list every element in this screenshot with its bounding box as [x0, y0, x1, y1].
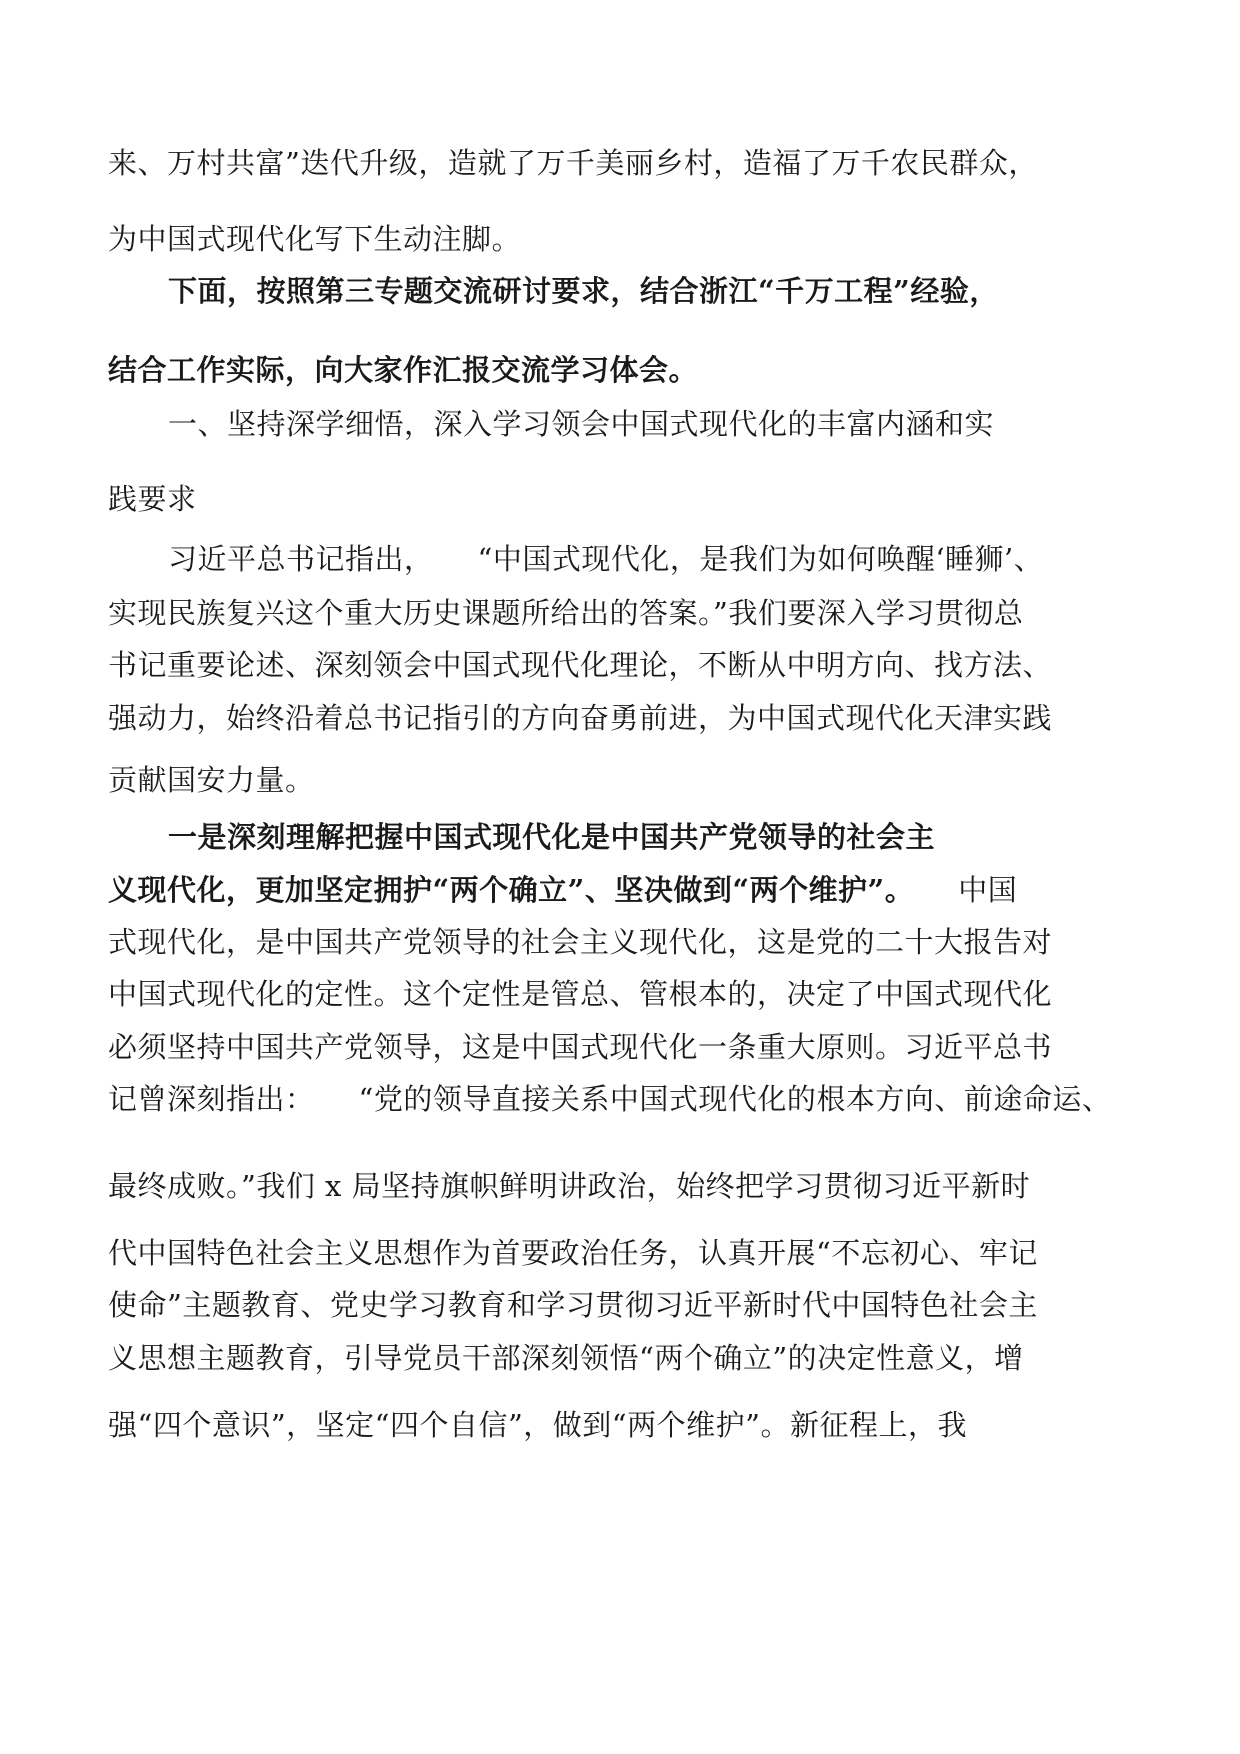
text-segment: 中国: [958, 873, 1018, 907]
section-heading: 一、坚持深学细悟，深入学习领会中国式现代化的丰富内涵和实: [168, 407, 995, 441]
text-line: 强“四个意识”，坚定“四个自信”，做到“两个维护”。新征程上，我: [108, 1408, 967, 1442]
text-segment: 义现代化，更加坚定拥护“两个确立”、坚决做到“两个维护”。: [108, 873, 915, 907]
text-line: 最终成败。”我们 x 局坚持旗帜鲜明讲政治，始终把学习贯彻习近平新时: [108, 1169, 1031, 1203]
text-line: [168, 539, 1043, 579]
text-line: 贡献国安力量。: [108, 763, 315, 797]
text-line: 强动力，始终沿着总书记指引的方向奋勇前进，为中国式现代化天津实践: [108, 701, 1053, 735]
text-line: 代中国特色社会主义思想作为首要政治任务，认真开展“不忘初心、牢记: [108, 1236, 1038, 1270]
text-segment: 记曾深刻指出：: [108, 1082, 315, 1116]
text-line: 一是深刻理解把握中国式现代化是中国共产党领导的社会主: [168, 820, 936, 854]
text-line: 为中国式现代化写下生动注脚。: [108, 222, 522, 256]
text-line: 式现代化，是中国共产党领导的社会主义现代化，这是党的二十大报告对: [108, 925, 1053, 959]
text-line: 实现民族复兴这个重大历史课题所给出的答案。”我们要深入学习贯彻总: [108, 596, 1024, 630]
text-line: 书记重要论述、深刻领会中国式现代化理论，不断从中明方向、找方法、: [108, 648, 1053, 682]
text-line: 来、万村共富”迭代升级，造就了万千美丽乡村，造福了万千农民群众，: [108, 146, 1038, 180]
text-line: 必须坚持中国共产党领导，这是中国式现代化一条重大原则。习近平总书: [108, 1030, 1053, 1064]
text-line: [108, 870, 1017, 910]
text-line: [108, 1079, 1111, 1119]
text-line: 下面，按照第三专题交流研讨要求，结合浙江“千万工程”经验，: [168, 274, 999, 308]
text-line: 结合工作实际，向大家作汇报交流学习体会。: [108, 353, 699, 387]
text-line: 使命”主题教育、党史学习教育和学习贯彻习近平新时代中国特色社会主: [108, 1288, 1038, 1322]
text-segment: “党的领导直接关系中国式现代化的根本方向、前途命运、: [358, 1082, 1112, 1116]
section-heading-continued: 践要求: [108, 482, 197, 516]
text-line: 中国式现代化的定性。这个定性是管总、管根本的，决定了中国式现代化: [108, 977, 1053, 1011]
text-segment: 习近平总书记指出，: [168, 542, 434, 576]
text-line: 义思想主题教育，引导党员干部深刻领悟“两个确立”的决定性意义，增: [108, 1341, 1024, 1375]
text-segment: “中国式现代化，是我们为如何唤醒‘睡狮’、: [477, 542, 1044, 576]
